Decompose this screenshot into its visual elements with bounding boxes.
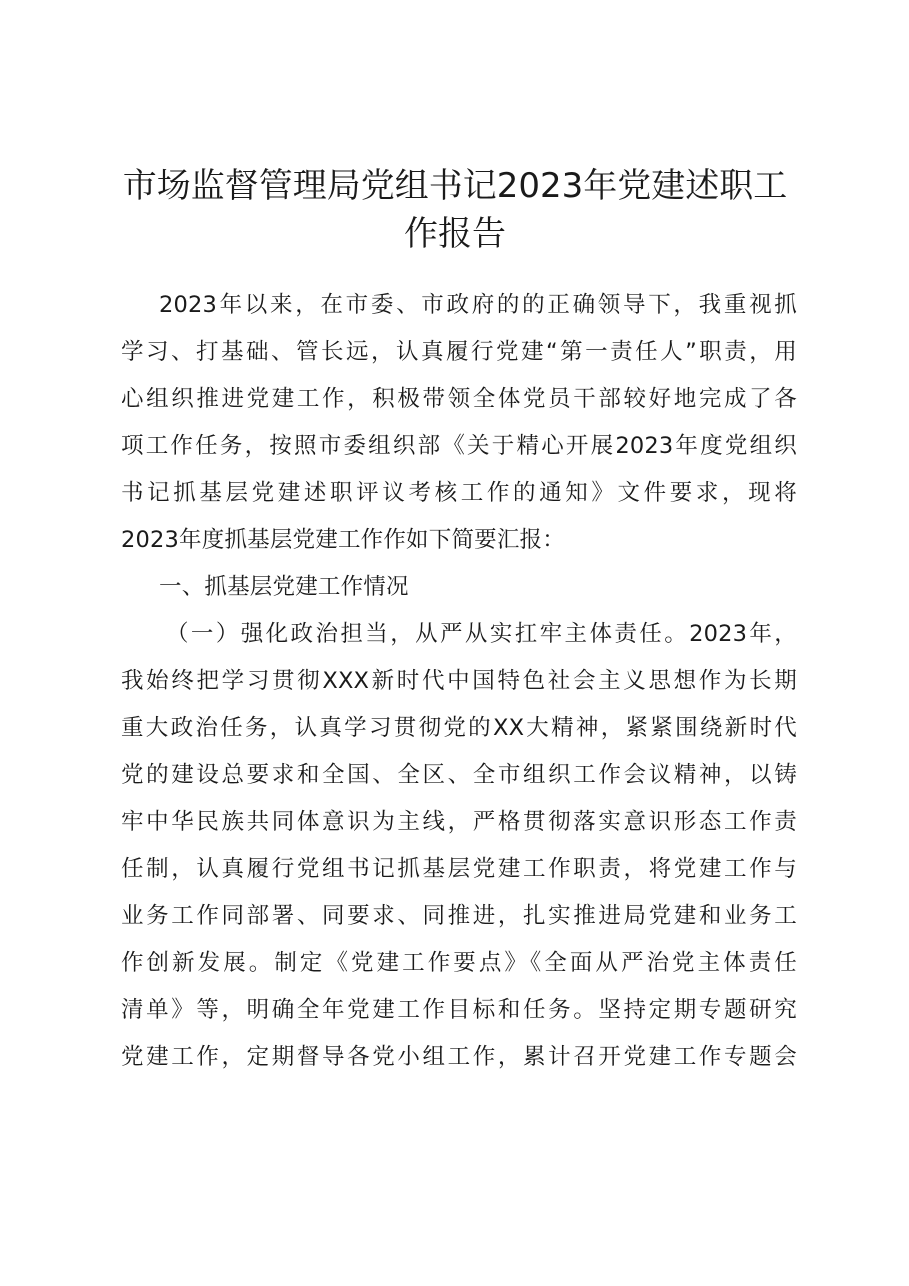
text-line: 清单》等，明确全年党建工作目标和任务。坚持定期专题研究 [121,997,797,1023]
text-line: 2023年度抓基层党建工作作如下简要汇报： [121,527,565,553]
text-line: 党建工作，定期督导各党小组工作，累计召开党建工作专题会 [121,1044,797,1070]
paragraph-section-1 [121,611,797,1081]
text-line: （一）强化政治担当，从严从实扛牢主体责任。2023年， [166,621,797,647]
text-line: 心组织推进党建工作，积极带领全体党员干部较好地完成了各 [121,386,797,412]
title-line-2: 作报告 [404,214,506,254]
text-line: 牢中华民族共同体意识为主线，严格贯彻落实意识形态工作责 [121,809,797,835]
text-line: 作创新发展。制定《党建工作要点》《全面从严治党主体责任 [121,950,797,976]
text-line: 我始终把学习贯彻XXX新时代中国特色社会主义思想作为长期 [121,668,797,694]
text-line: 业务工作同部署、同要求、同推进，扎实推进局党建和业务工 [121,903,797,929]
text-line: 学习、打基础、管长远，认真履行党建“第一责任人”职责，用 [121,339,797,365]
document-title [110,162,800,258]
text-line: 任制，认真履行党组书记抓基层党建工作职责，将党建工作与 [121,856,797,882]
text-line: 项工作任务，按照市委组织部《关于精心开展2023年度党组织 [121,433,797,459]
text-line: 2023年以来，在市委、市政府的的正确领导下，我重视抓 [159,292,797,318]
section-heading [121,564,797,611]
text-line: 重大政治任务，认真学习贯彻党的XX大精神，紧紧围绕新时代 [121,715,797,741]
text-line: 书记抓基层党建述职评议考核工作的通知》文件要求，现将 [121,480,797,506]
document-body [121,282,797,1081]
text-line: 党的建设总要求和全国、全区、全市组织工作会议精神，以铸 [121,762,797,788]
title-line-1: 市场监督管理局党组书记2023年党建述职工 [122,166,788,206]
paragraph-intro [121,282,797,564]
heading-text: 一、抓基层党建工作情况 [159,574,409,600]
